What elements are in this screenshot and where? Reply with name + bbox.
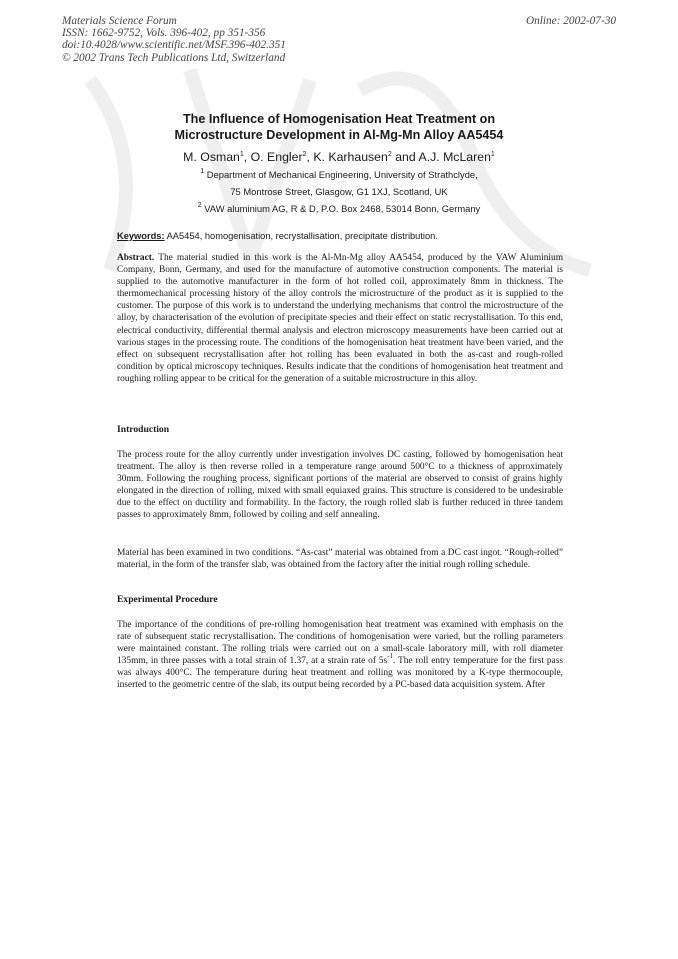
experimental-text-continued: . The roll entry temperature for the first pass was always 400°C. The temperature during heat treatment and rolling was monitored by a K-type thermocouple, inserted to the geometric centre of the slab, its output being recorded by a PC-based data acquisition system. After xyxy=(117,656,563,691)
experimental-paragraph-1 xyxy=(117,619,563,692)
journal-header xyxy=(62,15,286,64)
abstract-label: Abstract. xyxy=(117,253,155,263)
author-affiliation-mark: 1 xyxy=(490,151,495,158)
copyright-line: © 2002 Trans Tech Publications Ltd, Switzerland xyxy=(62,51,286,64)
issn-line: ISSN: 1662-9752, Vols. 396-402, pp 351-356 xyxy=(62,27,266,40)
author-name: A.J. McLaren xyxy=(418,150,491,164)
introduction-paragraph-1: The process route for the alloy currently under investigation involves DC casting, followed by homogenisation heat treatment. The alloy is then reverse rolled in a temperature range around 500°C to a thickness of approximately 30mm. Following the roughing process, significant portions of the material are observed to consist of grains highly elongated in the direction of rolling, mixed with small equiaxed grains. This structure is considered to be undesirable due to the effect on ductility and formability. In the factory, the rough rolled slab is further reduced in three tandem passes to approximately 8mm, followed by coiling and self annealing. xyxy=(117,450,563,521)
affiliation-number: 1 xyxy=(200,168,205,175)
affiliation-text: Department of Mechanical Engineering, University of Strathclyde, xyxy=(206,169,478,180)
affiliation-1-address: 75 Montrose Street, Glasgow, G1 1XJ, Scotland, UK xyxy=(230,186,448,197)
keywords xyxy=(117,231,438,241)
author-affiliation-mark: 2 xyxy=(302,151,307,158)
keywords-label: Keywords: xyxy=(117,231,165,241)
author-name: K. Karhausen xyxy=(313,150,388,164)
affiliation-text: VAW aluminium AG, R & D, P.O. Box 2468, 53014 Bonn, Germany xyxy=(204,203,481,214)
keywords-text: AA5454, homogenisation, recrystallisation, precipitate distribution. xyxy=(166,231,438,241)
author-affiliation-mark: 1 xyxy=(239,151,244,158)
introduction-paragraph-2: Material has been examined in two conditions. “As-cast” material was obtained from a DC cast ingot. “Rough-rolled” material, in the form of the transfer slab, was obtained from the factory after the initial rough rolling schedule. xyxy=(117,548,563,571)
author-separator: , xyxy=(243,150,248,164)
doi-line: doi:10.4028/www.scientific.net/MSF.396-402.351 xyxy=(62,39,286,52)
experimental-heading: Experimental Procedure xyxy=(117,594,218,605)
author-name: O. Engler xyxy=(250,150,303,164)
online-date: Online: 2002-07-30 xyxy=(525,15,616,27)
author-list xyxy=(0,150,678,164)
affiliation-number: 2 xyxy=(197,202,202,209)
superscript: -1 xyxy=(387,652,393,661)
paper-title xyxy=(0,111,678,143)
author-separator: , xyxy=(306,150,310,164)
introduction-heading: Introduction xyxy=(117,424,170,435)
affiliation-2 xyxy=(0,203,678,214)
author-affiliation-mark: 2 xyxy=(387,151,392,158)
author-name: M. Osman xyxy=(183,150,240,164)
title-line-2: Microstructure Development in Al-Mg-Mn Alloy AA5454 xyxy=(174,128,504,142)
journal-name: Materials Science Forum xyxy=(62,15,177,27)
abstract-text: The material studied in this work is the Al-Mn-Mg alloy AA5454, produced by the VAW Aluminium Company, Bonn, Germany, and used for the manufacture of automotive construction components. The material is supplied to the automotive manufacturer in the form of hot rolled coil, approximately 8mm in thickness. The thermomechanical processing history of the alloy controls the microstructure of the product as it is supplied to the customer. The purpose of this work is to understand the underlying mechanisms that control the microstructure of the alloy, by characterisation of the evolution of precipitate species and their effect on static recrystallisation. To this end, electrical conductivity, differential thermal analysis and electron microscopy measurements have been carried out at various stages in the processing route. The conditions of the homogenisation heat treatment have been varied, and the effect on subsequent recrystallisation after hot rolling has been evaluated in both the as-cast and rough-rolled condition by optical microscopy techniques. Results indicate that the conditions of homogenisation heat treatment and roughing rolling appear to be critical for the generation of a suitable microstructure in this alloy. xyxy=(117,253,563,384)
affiliation-1 xyxy=(0,169,678,180)
experimental-text: The importance of the conditions of pre-rolling homogenisation heat treatment was examined with emphasis on the rate of subsequent static recrystallisation. The conditions of homogenisation were varied, but the rolling parameters were maintained constant. The rolling trials were carried out on a small-scale laboratory mill, with roll diameter 135mm, in three passes with a total strain of 1.37, at a strain rate of 5s xyxy=(117,620,563,667)
title-line-1: The Influence of Homogenisation Heat Treatment on xyxy=(182,112,496,126)
abstract xyxy=(117,252,563,385)
author-separator: and xyxy=(395,150,416,164)
